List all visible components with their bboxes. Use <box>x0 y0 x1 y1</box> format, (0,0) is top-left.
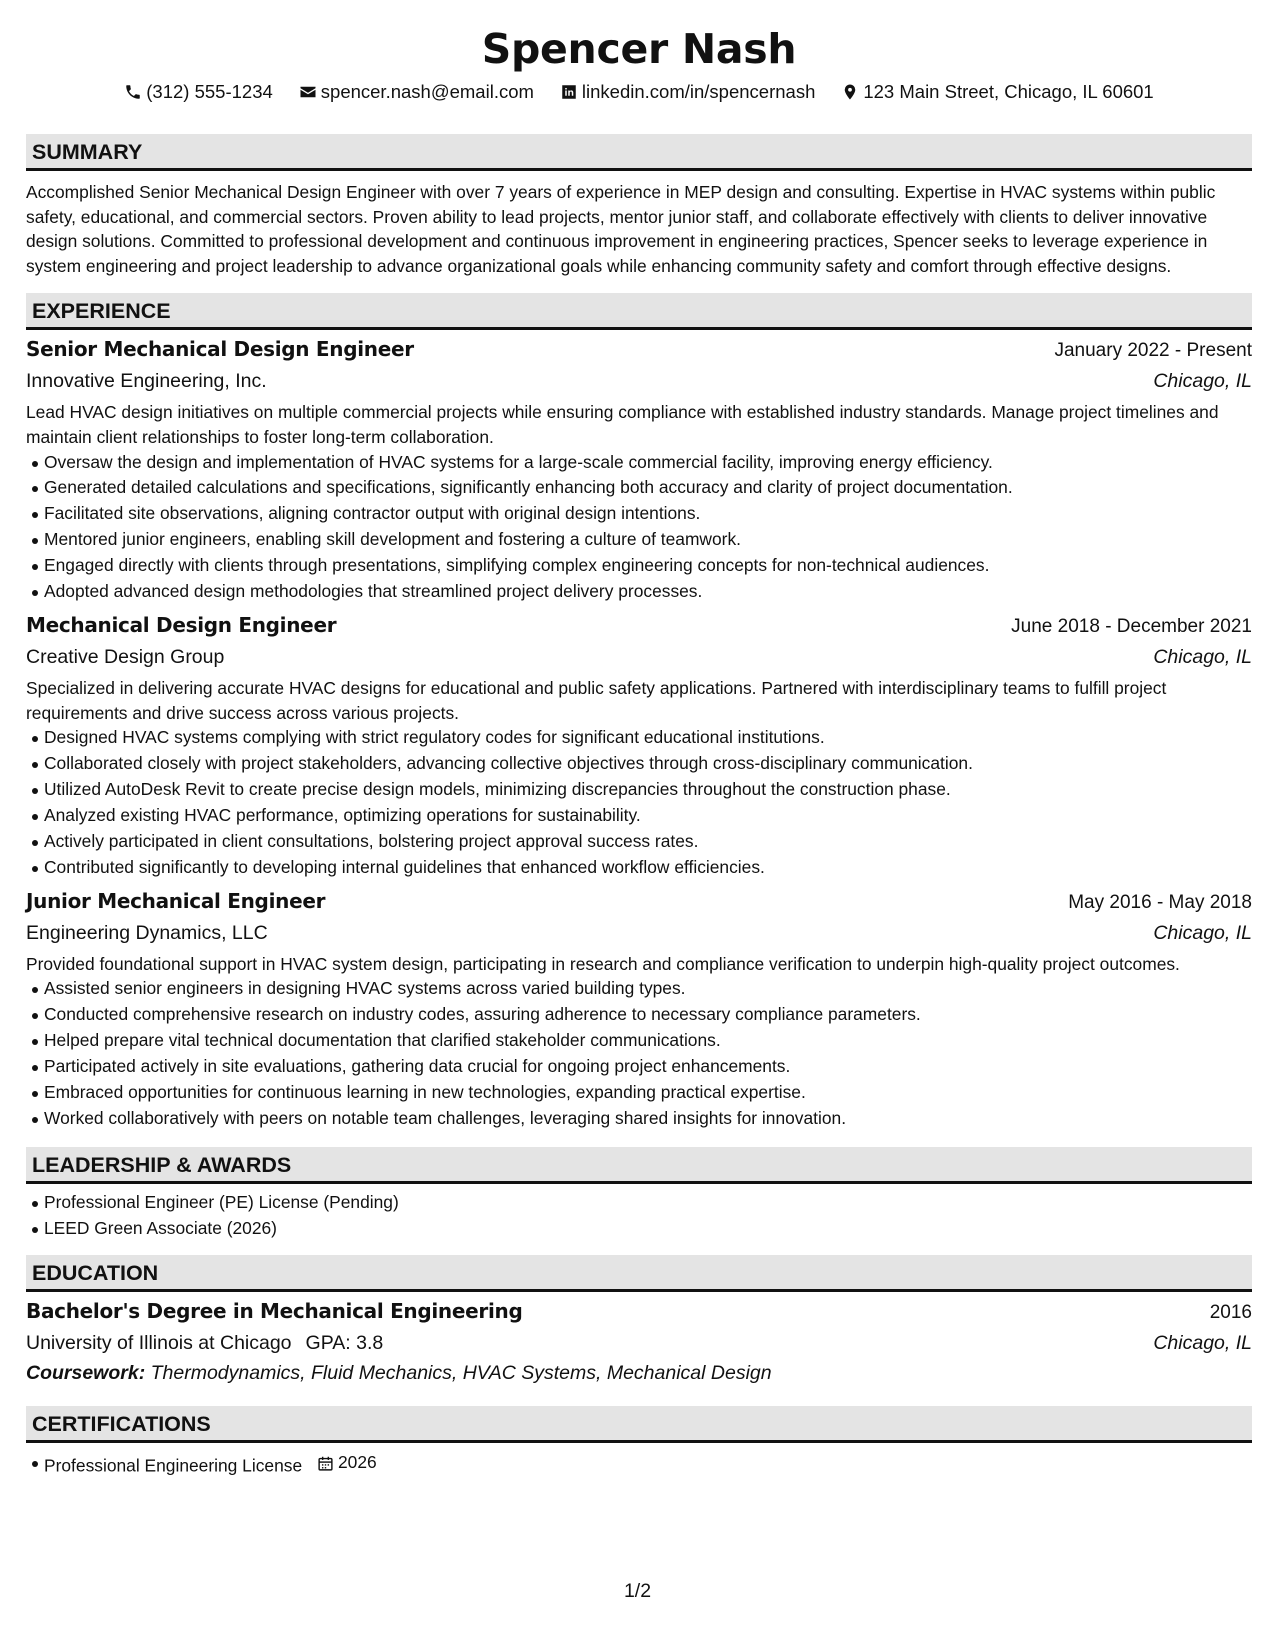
job-entry <box>26 334 1252 605</box>
list-item: Assisted senior engineers in designing HVAC systems across varied building types. <box>44 976 1252 1002</box>
candidate-name: Spencer Nash <box>481 25 797 73</box>
job-location: Chicago, IL <box>1153 921 1252 944</box>
list-item: Conducted comprehensive research on industry codes, assuring adherence to necessary compliance parameters. <box>44 1002 1252 1028</box>
job-location: Chicago, IL <box>1153 646 1252 668</box>
summary-text: Accomplished Senior Mechanical Design Engineer with over 7 years of experience in MEP design and consulting. Expertise in HVAC systems within public safety, educational, and commercial sectors. Proven ability to lead projects, mentor junior staff, and collaborate effectively with clients to deliver innovative design solutions. Committed to professional development and continuous improvement in engineering practices, Spencer seeks to leverage experience in system engineering and project leadership to advance organizational goals while enhancing community safety and comfort through effective designs. <box>26 182 1216 276</box>
job-description: Specialized in delivering accurate HVAC designs for educational and public safety applications. Partnered with interdisciplinary teams to fulfill project requirements and drive success across various projects. <box>26 678 1167 723</box>
job-title: Senior Mechanical Design Engineer <box>26 337 414 362</box>
school-location: Chicago, IL <box>1153 1332 1252 1355</box>
contact-email[interactable] <box>299 80 534 104</box>
job-description: Lead HVAC design initiatives on multiple commercial projects while ensuring compliance with established industry standards. Manage project timelines and maintain client relationships to foster long-term collaboration. <box>26 402 1219 447</box>
list-item: Mentored junior engineers, enabling skill development and fostering a culture of teamwork. <box>44 527 1252 553</box>
list-item: Analyzed existing HVAC performance, optimizing operations for sustainability. <box>44 803 1252 829</box>
certifications-list <box>26 1450 1252 1479</box>
leadership-list <box>26 1190 1252 1242</box>
list-item: Oversaw the design and implementation of HVAC systems for a large-scale commercial facility, improving energy efficiency. <box>44 450 1252 476</box>
linkedin-icon <box>560 83 578 101</box>
list-item: Engaged directly with clients through presentations, simplifying complex engineering concepts for non-technical audiences. <box>44 553 1252 579</box>
calendar-icon <box>317 1455 334 1472</box>
list-item <box>44 1450 1252 1479</box>
list-item: Worked collaboratively with peers on notable team challenges, leveraging shared insights for innovation. <box>44 1106 1252 1132</box>
list-item: Actively participated in client consultations, bolstering project approval success rates. <box>44 829 1252 855</box>
job-title: Junior Mechanical Engineer <box>26 888 326 913</box>
school-line <box>26 1328 383 1358</box>
page-number: 1/2 <box>623 1580 652 1602</box>
contact-bar <box>26 80 1252 104</box>
phone-text: (312) 555-1234 <box>146 81 273 102</box>
school-name: University of Illinois at Chicago <box>26 1332 292 1355</box>
list-item: Designed HVAC systems complying with strict regulatory codes for significant educational institutions. <box>44 725 1252 751</box>
contact-linkedin[interactable] <box>560 80 815 104</box>
graduation-year: 2016 <box>1209 1302 1252 1324</box>
experience-heading: EXPERIENCE <box>26 293 1252 330</box>
education-heading: EDUCATION <box>26 1255 1252 1292</box>
job-description: Provided foundational support in HVAC system design, participating in research and compliance verification to underpin high-quality project outcomes. <box>26 953 1180 974</box>
list-item: Collaborated closely with project stakeholders, advancing collective objectives through cross-disciplinary communication. <box>44 751 1252 777</box>
address-text: 123 Main Street, Chicago, IL 60601 <box>863 81 1154 102</box>
job-entry <box>26 886 1252 1132</box>
coursework-label: Coursework: <box>26 1362 146 1385</box>
coursework-list: Thermodynamics, Fluid Mechanics, HVAC Systems, Mechanical Design <box>150 1362 772 1385</box>
job-dates: January 2022 - Present <box>1054 340 1252 362</box>
certification-year: 2026 <box>337 1452 377 1473</box>
list-item: Utilized AutoDesk Revit to create precise design models, minimizing discrepancies throughout the construction phase. <box>44 777 1252 803</box>
envelope-icon <box>299 83 317 101</box>
email-text: spencer.nash@email.com <box>320 81 534 102</box>
degree-title: Bachelor's Degree in Mechanical Engineering <box>26 1299 523 1324</box>
list-item: Professional Engineer (PE) License (Pending) <box>44 1190 1252 1216</box>
resume-page <box>26 0 1252 1480</box>
list-item: LEED Green Associate (2026) <box>44 1216 1252 1242</box>
leadership-heading: LEADERSHIP & AWARDS <box>26 1147 1252 1184</box>
job-bullets <box>26 450 1252 605</box>
job-company: Engineering Dynamics, LLC <box>26 921 268 944</box>
education-entry <box>26 1296 1252 1388</box>
list-item: Generated detailed calculations and specifications, significantly enhancing both accuracy and clarity of project documentation. <box>44 475 1252 501</box>
contact-phone[interactable] <box>124 80 273 104</box>
list-item: Embraced opportunities for continuous learning in new technologies, expanding practical expertise. <box>44 1080 1252 1106</box>
coursework-line <box>26 1358 1252 1388</box>
certification-name: Professional Engineering License <box>44 1455 303 1476</box>
job-bullets <box>26 976 1252 1131</box>
list-item: Helped prepare vital technical documentation that clarified stakeholder communications. <box>44 1028 1252 1054</box>
job-title: Mechanical Design Engineer <box>26 613 337 637</box>
map-pin-icon <box>841 83 859 101</box>
job-location: Chicago, IL <box>1153 370 1252 393</box>
job-dates: May 2016 - May 2018 <box>1068 891 1252 913</box>
job-company: Innovative Engineering, Inc. <box>26 370 267 393</box>
list-item: Adopted advanced design methodologies that streamlined project delivery processes. <box>44 579 1252 605</box>
summary-heading: SUMMARY <box>26 134 1252 171</box>
contact-address <box>841 80 1153 104</box>
list-item: Facilitated site observations, aligning contractor output with original design intentions. <box>44 501 1252 527</box>
phone-icon <box>124 83 142 101</box>
linkedin-text: linkedin.com/in/spencernash <box>581 81 816 102</box>
list-item: Contributed significantly to developing internal guidelines that enhanced workflow efficiencies. <box>44 855 1252 881</box>
job-entry <box>26 610 1252 881</box>
job-dates: June 2018 - December 2021 <box>1011 616 1252 637</box>
certifications-heading: CERTIFICATIONS <box>26 1406 1252 1443</box>
job-company: Creative Design Group <box>26 646 225 668</box>
job-bullets <box>26 725 1252 880</box>
list-item: Participated actively in site evaluations, gathering data crucial for ongoing project enhancements. <box>44 1054 1252 1080</box>
gpa: GPA: 3.8 <box>305 1332 384 1355</box>
certification-date <box>317 1450 377 1476</box>
